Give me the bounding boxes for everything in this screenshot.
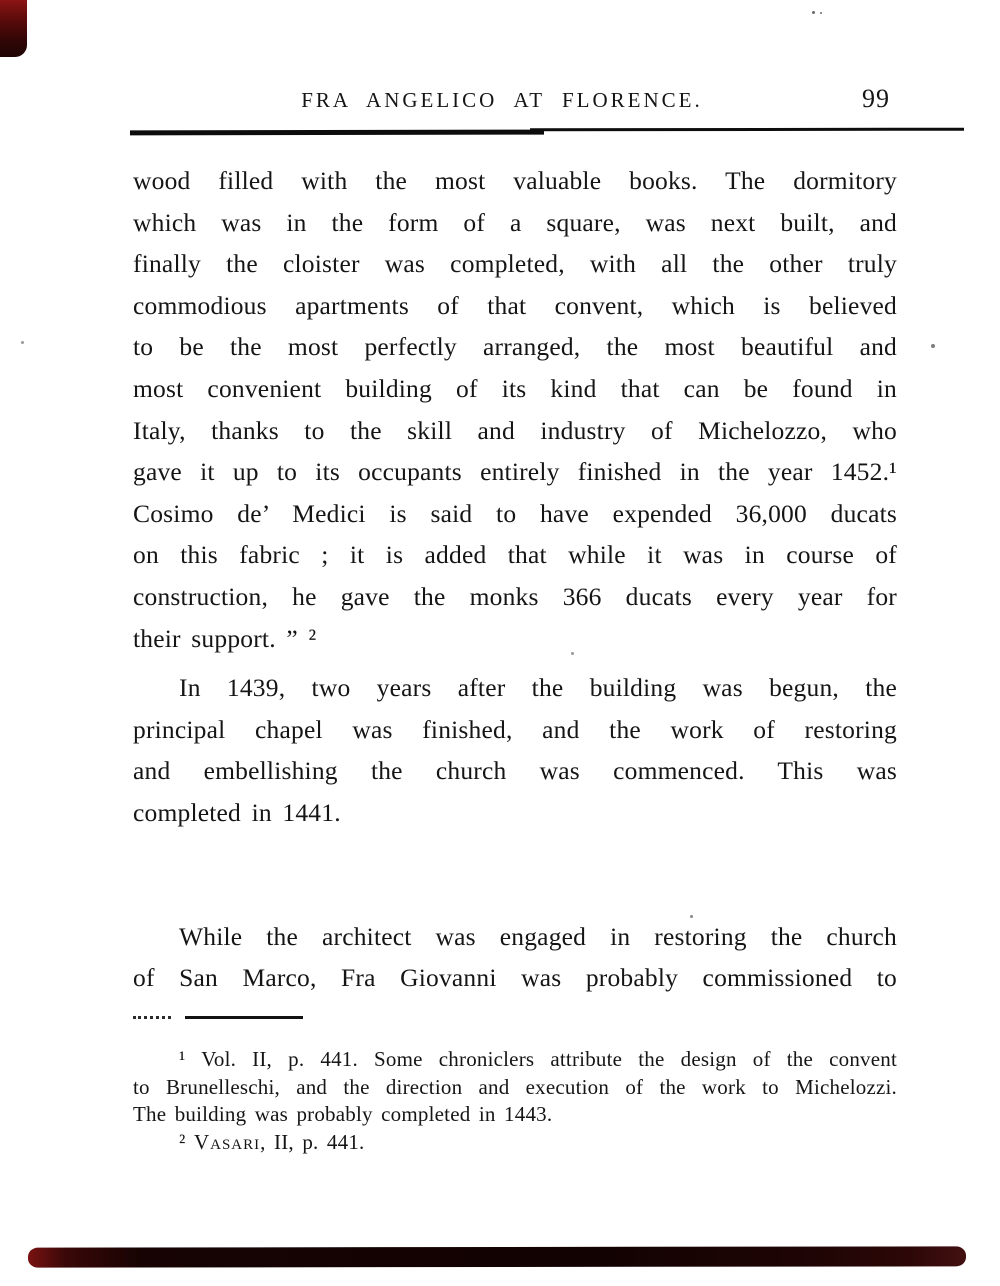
scan-artifact-bottom-bar: [28, 1246, 966, 1267]
ink-speck: [571, 652, 574, 655]
footnote-citation: , II, p. 441.: [260, 1129, 365, 1154]
ink-speck: [820, 12, 822, 14]
footnote-line: The building was probably completed in 1443.: [133, 1102, 553, 1126]
ink-speck: [812, 11, 815, 14]
footnote-line: [133, 1129, 897, 1157]
main-text: [133, 160, 897, 999]
text-line: of San Marco, Fra Giovanni was probably commissioned to: [133, 963, 897, 993]
text-line: principal chapel was finished, and the work of restoring: [133, 714, 897, 744]
text-line: which was in the form of a square, was next built, and: [133, 207, 897, 237]
text-line: Cosimo de’ Medici is said to have expended 36,000 ducats: [133, 498, 897, 528]
page-number: 99: [862, 84, 890, 113]
text-line: Italy, thanks to the skill and industry of Michelozzo, who: [133, 415, 897, 445]
paragraph: [133, 916, 897, 999]
text-line: wood filled with the most valuable books. The dormitory: [133, 166, 897, 195]
footnote-separator-dashes: [133, 1016, 171, 1019]
footnote-separator-line: [185, 1016, 303, 1019]
text-line: most convenient building of its kind that can be found in: [133, 373, 897, 403]
text-line: commodious apartments of that convent, which is believed: [133, 290, 897, 320]
footnote-author: Vasari: [193, 1129, 261, 1154]
text-line: While the architect was engaged in restoring the church: [179, 921, 897, 951]
text-line: gave it up to its occupants entirely finished in the year 1452.¹: [133, 457, 897, 487]
header-rule-right-segment: [530, 128, 964, 132]
paragraph-continuation: [133, 160, 897, 659]
footnote-marker: ²: [179, 1129, 194, 1154]
text-line: completed in 1441.: [133, 797, 341, 827]
header-rule-left-segment: [130, 130, 544, 136]
footnote-line: to Brunelleschi, and the direction and execution of the work to Michelozzi.: [133, 1074, 897, 1099]
text-line: on this fabric ; it is added that while it was in course of: [133, 540, 897, 570]
ink-speck: [690, 915, 693, 918]
text-line: and embellishing the church was commenced. This was: [133, 756, 897, 786]
ink-speck: [21, 341, 24, 344]
scan-artifact-corner-mark: [0, 0, 27, 57]
text-line: construction, he gave the monks 366 ducats every year for: [133, 581, 897, 611]
footnote-line: ¹ Vol. II, p. 441. Some chroniclers attribute the design of the convent: [179, 1047, 897, 1071]
paragraph: [133, 667, 897, 833]
page-title: FRA ANGELICO AT FLORENCE.: [301, 88, 703, 112]
footnotes: [133, 1046, 897, 1156]
text-line: finally the cloister was completed, with all the other truly: [133, 249, 897, 279]
text-line: to be the most perfectly arranged, the most beautiful and: [133, 332, 897, 362]
text-line: their support. ” ²: [133, 623, 317, 653]
text-line: In 1439, two years after the building was begun, the: [179, 673, 897, 703]
ink-speck: [931, 344, 935, 348]
